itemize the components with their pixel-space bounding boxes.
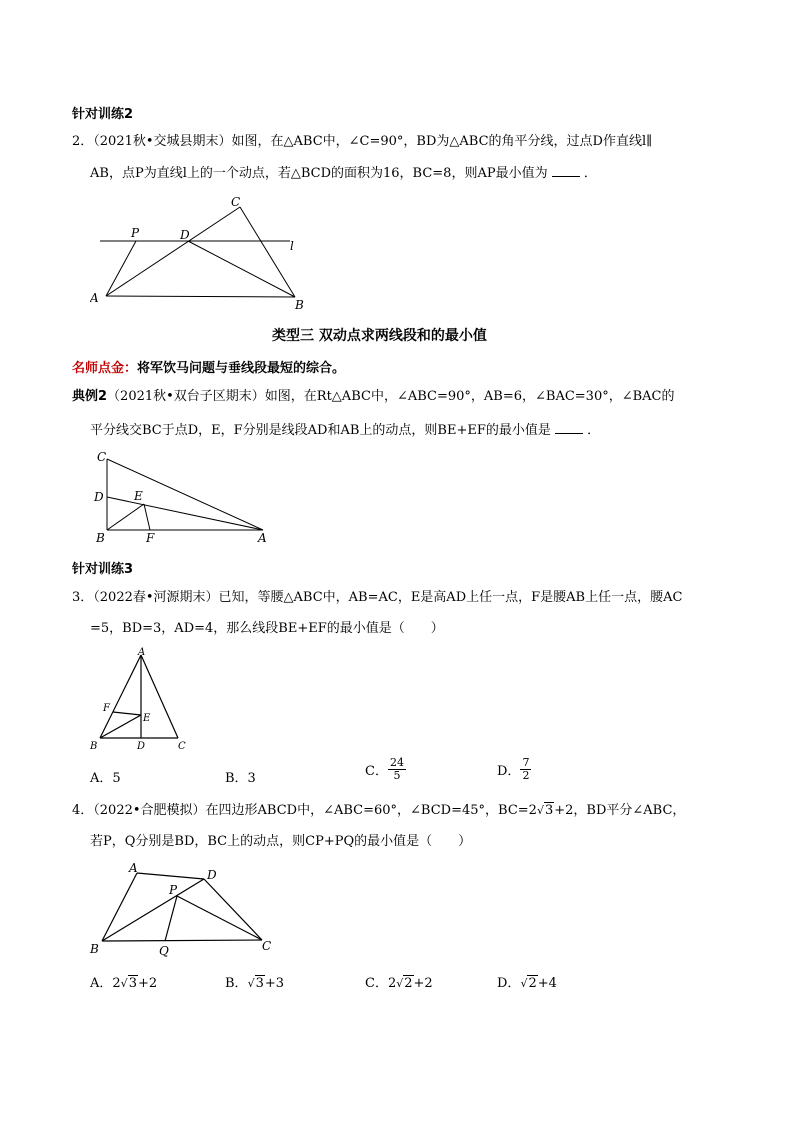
tip-label: 名师点金： — [72, 361, 138, 376]
q2-figure — [90, 190, 330, 315]
segment-ap — [106, 241, 136, 296]
label-f: F — [146, 531, 155, 545]
label-e: E — [134, 489, 143, 503]
q4-line2: 若P，Q分别是BD，BC上的动点，则CP+PQ的最小值是（ ） — [90, 834, 472, 849]
label-d: D — [207, 868, 217, 882]
q2-line2 — [90, 164, 597, 183]
q4-option-c-radicand: 2 — [404, 976, 413, 991]
label-l: l — [290, 239, 294, 253]
segment-ab — [106, 296, 295, 297]
example2-line2 — [90, 421, 600, 440]
q4-option-d-post: +4 — [537, 976, 557, 991]
segment-db — [188, 241, 295, 297]
q4-line1-text-b: +2，BD平分∠ABC， — [554, 803, 686, 818]
label-d: D — [180, 228, 190, 242]
q4-option-d-radicand: 2 — [528, 976, 537, 991]
q3-option-d[interactable] — [497, 757, 531, 782]
q4-option-c-post: +2 — [413, 976, 433, 991]
q2-line2-end: ． — [583, 166, 597, 181]
segment-ac — [106, 207, 240, 296]
label-b: B — [90, 942, 99, 956]
segment-pq — [165, 896, 177, 941]
label-e: E — [143, 713, 151, 724]
segment-cb — [240, 207, 295, 297]
label-a: A — [90, 291, 99, 305]
segment-fe — [113, 712, 141, 715]
label-c: C — [178, 741, 186, 752]
answer-blank — [555, 421, 583, 434]
segment-dc — [204, 879, 262, 940]
q4-option-c-pre: C．2 — [365, 976, 397, 991]
q3-option-c[interactable] — [365, 757, 406, 782]
type3-title: 类型三 双动点求两线段和的最小值 — [272, 328, 487, 344]
label-a: A — [129, 861, 138, 875]
fraction-denominator: 5 — [393, 769, 401, 782]
label-d: D — [137, 741, 146, 752]
q4-option-d[interactable] — [497, 972, 557, 991]
label-b: B — [295, 298, 304, 312]
q4-option-b-post: +3 — [264, 976, 285, 991]
q4-line1-radicand: 3 — [544, 803, 554, 818]
section-heading-practice-2: 针对训练2 — [72, 107, 134, 122]
example2-line1-text: （2021秋•双台子区期末）如图，在Rt△ABC中，∠ABC=90°，AB=6，∠BAC=30°，∠BAC的 — [107, 389, 675, 404]
label-c: C — [97, 450, 107, 464]
label-q: Q — [159, 944, 169, 958]
q4-line1 — [72, 802, 685, 820]
segment-bc — [102, 940, 262, 941]
answer-blank — [552, 164, 580, 177]
label-c: C — [262, 939, 272, 953]
label-b: B — [90, 741, 98, 752]
label-c: C — [231, 195, 241, 209]
q3-option-c-fraction — [388, 757, 406, 782]
q4-option-b[interactable] — [225, 972, 284, 991]
q3-line1: 3．（2022春•河源期末）已知，等腰△ABC中，AB=AC，E是高AD上任一点，F是腰AB上任一点，腰AC — [72, 590, 683, 605]
example2-label: 典例2 — [72, 389, 108, 404]
label-p: P — [131, 226, 140, 240]
q3-option-d-fraction — [520, 757, 531, 782]
sqrt-symbol: √ — [120, 977, 128, 990]
segment-ca — [107, 459, 263, 530]
segment-be — [107, 504, 144, 530]
tip-text: 将军饮马问题与垂线段最短的综合。 — [137, 361, 346, 376]
label-b: B — [96, 531, 105, 545]
example2-figure — [88, 447, 288, 547]
q4-option-b-pre: B． — [225, 976, 248, 991]
sqrt-symbol: √ — [536, 804, 544, 817]
q3-figure — [86, 645, 196, 755]
segment-ab — [100, 655, 141, 738]
label-a: A — [138, 647, 146, 658]
q4-option-b-radicand: 3 — [255, 976, 264, 991]
q3-line2: =5，BD=3，AD=4，那么线段BE+EF的最小值是（ ） — [90, 621, 444, 636]
example2-line2-end: ． — [587, 423, 601, 438]
q4-option-a-post: +2 — [137, 976, 158, 991]
tip — [72, 357, 345, 376]
section-heading-practice-3: 针对训练3 — [72, 562, 134, 577]
label-d: D — [94, 490, 104, 504]
label-p: P — [169, 883, 178, 897]
sqrt-symbol: √ — [396, 977, 404, 990]
q4-option-c[interactable] — [365, 972, 433, 991]
segment-ac — [141, 655, 178, 738]
fraction-numerator: 7 — [522, 756, 530, 769]
q4-option-a-radicand: 3 — [128, 976, 137, 991]
q4-line1-text-a: 4．（2022•合肥模拟）在四边形ABCD中，∠ABC=60°，∠BCD=45°，BC=2 — [72, 803, 537, 818]
q3-option-d-prefix: D． — [497, 764, 521, 779]
fraction-numerator: 24 — [389, 756, 404, 769]
example2-line2-text: 平分线交BC于点D，E，F分别是线段AD和AB上的动点，则BE+EF的最小值是 — [90, 423, 551, 438]
q3-option-c-prefix: C． — [365, 764, 388, 779]
q3-option-b[interactable]: B．3 — [225, 771, 256, 786]
q2-line1: 2．（2021秋•交城县期末）如图，在△ABC中，∠C=90°，BD为△ABC的角平分线，过点D作直线l∥ — [72, 134, 653, 149]
label-a: A — [258, 531, 267, 545]
sqrt-symbol: √ — [247, 977, 255, 990]
q3-option-a[interactable]: A．5 — [90, 771, 121, 786]
fraction-denominator: 2 — [522, 769, 530, 782]
segment-ad — [137, 873, 204, 879]
q4-option-a-pre: A．2 — [90, 976, 121, 991]
q4-option-a[interactable] — [90, 972, 157, 991]
q2-line2-text: AB，点P为直线l上的一个动点，若△BCD的面积为16，BC=8，则AP最小值为 — [90, 166, 548, 181]
segment-ef — [144, 504, 150, 530]
example2-line1 — [72, 388, 675, 406]
q4-figure — [86, 858, 286, 963]
segment-pc — [177, 896, 262, 940]
q4-option-d-pre: D． — [497, 976, 521, 991]
label-f: F — [103, 703, 110, 714]
sqrt-symbol: √ — [520, 977, 528, 990]
